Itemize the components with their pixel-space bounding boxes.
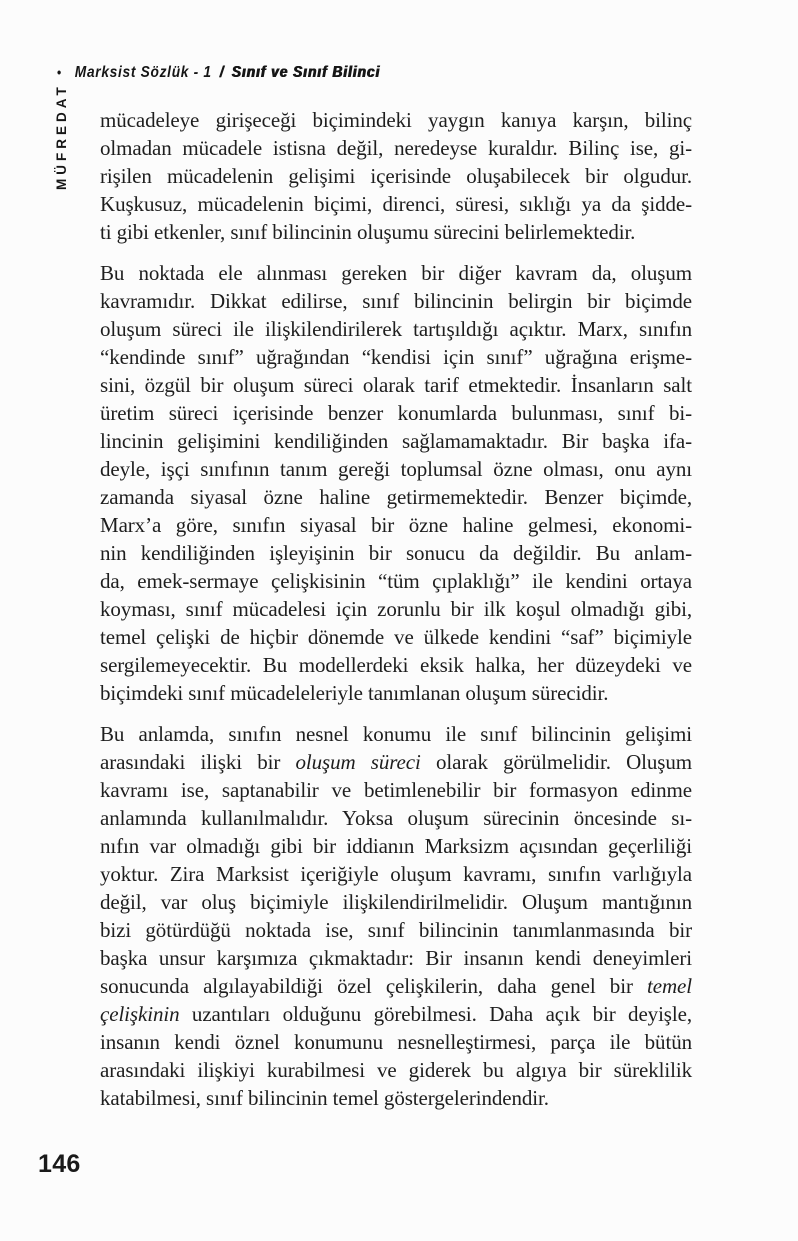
text-line: çelişkinin uzantıları olduğunu görebilmesi. Daha açık bir deyişle,	[100, 1002, 692, 1026]
paragraph	[100, 259, 692, 707]
text-line: üretim süreci içerisinde benzer konumlarda bulunması, sınıf bi-	[100, 401, 692, 425]
body-text	[100, 106, 692, 1125]
series-title: Marksist Sözlük - 1	[74, 64, 212, 81]
text-line: yoktur. Zira Marksist içeriğiyle oluşum kavramı, sınıfın varlığıyla	[100, 862, 692, 886]
text-line: kavramı ise, saptanabilir ve betimlenebilir bir formasyon edinme	[100, 778, 692, 802]
page-number: 146	[38, 1150, 81, 1178]
text-line: temel çelişki de hiçbir dönemde ve ülkede kendini “saf” biçimiyle	[100, 625, 692, 649]
text-line: kavramıdır. Dikkat edilirse, sınıf bilincinin belirgin bir biçimde	[100, 289, 692, 313]
text-line: rişilen mücadelenin gelişimi içerisinde oluşabilecek bir olgudur.	[100, 164, 692, 188]
text-line: sergilemeyecektir. Bu modellerdeki eksik halka, her düzeydeki ve	[100, 653, 692, 677]
text-line: Bu noktada ele alınması gereken bir diğer kavram da, oluşum	[100, 261, 692, 285]
text-line: da, emek-sermaye çelişkisinin “tüm çıplaklığı” ile kendini ortaya	[100, 569, 692, 593]
text-line: biçimdeki sınıf mücadeleleriyle tanımlanan oluşum sürecidir.	[100, 681, 609, 705]
text-line: nin kendiliğinden işleyişinin bir sonucu da değildir. Bu anlam-	[100, 541, 692, 565]
text-line: insanın kendi öznel konumunu nesnelleştirmesi, parça ile bütün	[100, 1030, 692, 1054]
text-line: lincinin gelişimini kendiliğinden sağlamamaktadır. Bir başka ifa-	[100, 429, 692, 453]
paragraph	[100, 720, 692, 1112]
margin-label-vertical: MÜFREDAT	[54, 83, 69, 190]
text-line: “kendinde sınıf” uğrağından “kendisi için sınıf” uğrağına erişme-	[100, 345, 692, 369]
text-line: değil, var oluş biçimiyle ilişkilendirilmelidir. Oluşum mantığının	[100, 890, 692, 914]
running-header	[57, 64, 380, 82]
text-line: Marx’a göre, sınıfın siyasal bir özne haline gelmesi, ekonomi-	[100, 513, 692, 537]
bullet-icon: •	[57, 64, 62, 80]
text-line: koyması, sınıf mücadelesi için zorunlu bir ilk koşul olmadığı gibi,	[100, 597, 692, 621]
text-line: bizi götürdüğü noktada ise, sınıf bilincinin tanımlanmasında bir	[100, 918, 692, 942]
text-line: deyle, işçi sınıfının tanım gereği toplumsal özne olması, onu aynı	[100, 457, 692, 481]
header-separator: /	[219, 64, 225, 81]
text-line: anlamında kullanılmalıdır. Yoksa oluşum sürecinin öncesinde sı-	[100, 806, 692, 830]
chapter-title: Sınıf ve Sınıf Bilinci	[231, 64, 381, 81]
text-line: arasındaki ilişki bir oluşum süreci olarak görülmelidir. Oluşum	[100, 750, 693, 774]
text-line: başka unsur karşımıza çıkmaktadır: Bir insanın kendi deneyimleri	[100, 946, 692, 970]
text-line: Bu anlamda, sınıfın nesnel konumu ile sınıf bilincinin gelişimi	[100, 722, 692, 746]
paragraph	[100, 106, 692, 246]
text-line: oluşum süreci ile ilişkilendirilerek tartışıldığı açıktır. Marx, sınıfın	[100, 317, 692, 341]
text-line: sonucunda algılayabildiği özel çelişkilerin, daha genel bir temel	[100, 974, 692, 998]
text-line: arasındaki ilişkiyi kurabilmesi ve giderek bu algıya bir süreklilik	[100, 1058, 692, 1082]
text-line: nıfın var olmadığı gibi bir iddianın Marksizm açısından geçerliliği	[100, 834, 692, 858]
text-line: mücadeleye girişeceği biçimindeki yaygın kanıya karşın, bilinç	[100, 108, 692, 132]
text-line: olmadan mücadele istisna değil, neredeyse kuraldır. Bilinç ise, gi-	[100, 136, 692, 160]
text-line: ti gibi etkenler, sınıf bilincinin oluşumu sürecini belirlemektedir.	[100, 220, 636, 244]
text-line: sini, özgül bir oluşum süreci olarak tarif etmektedir. İnsanların salt	[100, 373, 692, 397]
text-line: zamanda siyasal özne haline getirmemektedir. Benzer biçimde,	[100, 485, 692, 509]
text-line: Kuşkusuz, mücadelenin biçimi, direnci, süresi, sıklığı ya da şidde-	[100, 192, 692, 216]
text-line: katabilmesi, sınıf bilincinin temel göstergelerindendir.	[100, 1086, 549, 1110]
